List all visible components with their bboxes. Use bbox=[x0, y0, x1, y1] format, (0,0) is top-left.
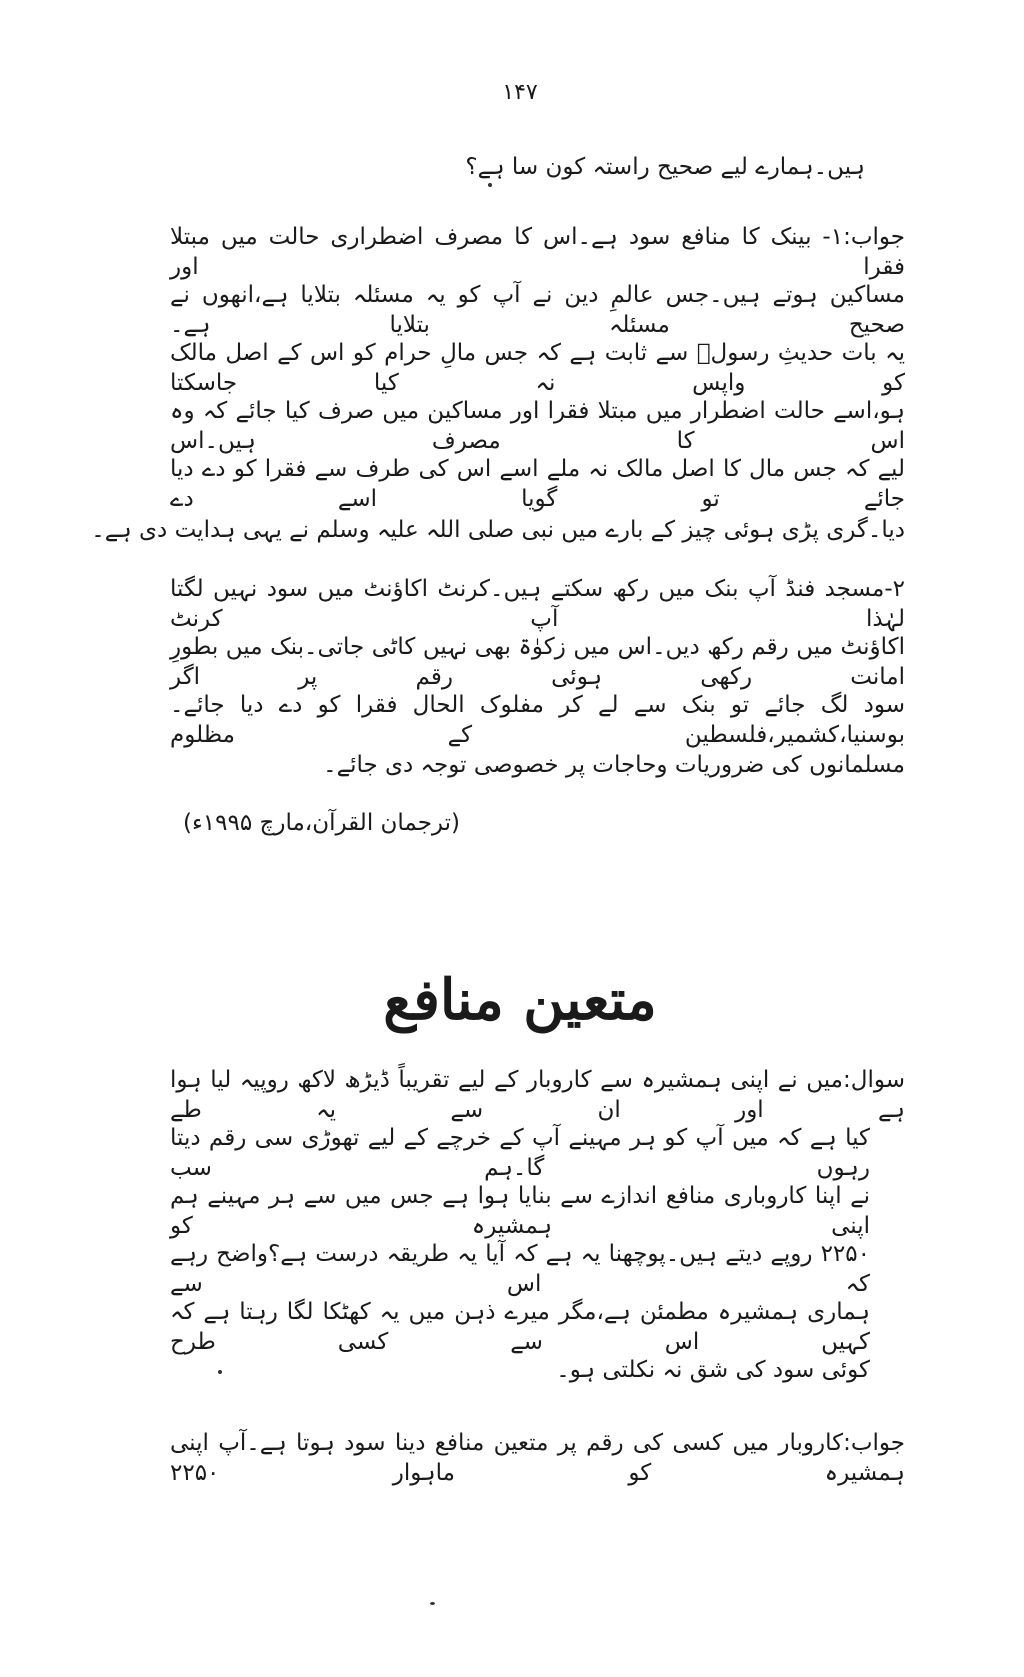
text-line: یہ بات حدیثِ رسولؐ سے ثابت ہے کہ جس مالِ حرام کو اس کے اصل مالک کو واپس نہ کیا جاسکتا bbox=[170, 340, 905, 396]
text-line: دیا۔گری پڑی ہوئی چیز کے بارے میں نبی صلی اللہ علیہ وسلم نے یہی ہدایت دی ہے۔ bbox=[91, 517, 905, 543]
text-line: سوال:میں نے اپنی ہمشیرہ سے کاروبار کے لیے تقریباً ڈیڑھ لاکھ روپیہ لیا ہوا ہے اور ان سے یہ طے bbox=[170, 1067, 905, 1123]
scan-speck bbox=[430, 1602, 435, 1605]
text-line: جواب:۱- بینک کا منافع سود ہے۔اس کا مصرف اضطراری حالت میں مبتلا فقرا اور bbox=[170, 224, 905, 280]
text-line: جواب:کاروبار میں کسی کی رقم پر متعین منافع دینا سود ہوتا ہے۔آپ اپنی ہمشیرہ کو ماہوار ۲۲۵۰ bbox=[170, 1430, 905, 1486]
scan-speck bbox=[218, 1370, 222, 1374]
text-line: لیے کہ جس مال کا اصل مالک نہ ملے اسے اس کی طرف سے فقرا کو دے دیا جائے تو گویا اسے دے bbox=[170, 456, 905, 512]
section-heading: متعین منافع bbox=[383, 967, 657, 1033]
text-line: ہو،اسے حالت اضطرار میں مبتلا فقرا اور مساکین میں صرف کیا جائے کہ وہ اس کا مصرف ہیں۔اس bbox=[170, 398, 905, 454]
text-line: ۲-مسجد فنڈ آپ بنک میں رکھ سکتے ہیں۔کرنٹ اکاؤنٹ میں سود نہیں لگتا لہٰذا آپ کرنٹ bbox=[170, 576, 905, 632]
text-line: ہیں۔ہمارے لیے صحیح راستہ کون سا ہے؟ bbox=[465, 154, 865, 180]
text-line: ۲۲۵۰ روپے دیتے ہیں۔پوچھنا یہ ہے کہ آیا یہ طریقہ درست ہے؟واضح رہے کہ اس سے bbox=[170, 1241, 870, 1297]
text-line: کیا ہے کہ میں آپ کو ہر مہینے آپ کے خرچے کے لیے تھوڑی سی رقم دیتا رہوں گا۔ہم سب bbox=[170, 1125, 870, 1181]
text-line: نے اپنا کاروباری منافع اندازے سے بنایا ہوا ہے جس میں سے ہر مہینے ہم اپنی ہمشیرہ کو bbox=[170, 1183, 870, 1239]
text-line: کوئی سود کی شق نہ نکلتی ہو۔ bbox=[556, 1357, 870, 1383]
text-line: مساکین ہوتے ہیں۔جس عالمِ دین نے آپ کو یہ مسئلہ بتلایا ہے،انھوں نے صحیح مسئلہ بتلایا ہے۔ bbox=[170, 282, 905, 338]
scan-speck bbox=[488, 183, 492, 187]
text-line: ہماری ہمشیرہ مطمئن ہے،مگر میرے ذہن میں یہ کھٹکا لگا رہتا ہے کہ کہیں اس سے کسی طرح bbox=[170, 1299, 870, 1355]
page-number: ۱۴۷ bbox=[502, 80, 538, 105]
citation: (ترجمان القرآن،مارچ ۱۹۹۵ء) bbox=[182, 810, 460, 836]
text-line: سود لگ جائے تو بنک سے لے کر مفلوک الحال فقرا کو دے دیا جائے۔بوسنیا،کشمیر،فلسطین کے مظلوم bbox=[170, 692, 905, 748]
text-line: اکاؤنٹ میں رقم رکھ دیں۔اس میں زکوٰۃ بھی نہیں کاٹی جاتی۔بنک میں بطورِ امانت رکھی ہوئی رقم پر اگر bbox=[170, 634, 905, 690]
text-line: مسلمانوں کی ضروریات وحاجات پر خصوصی توجہ دی جائے۔ bbox=[323, 752, 905, 778]
